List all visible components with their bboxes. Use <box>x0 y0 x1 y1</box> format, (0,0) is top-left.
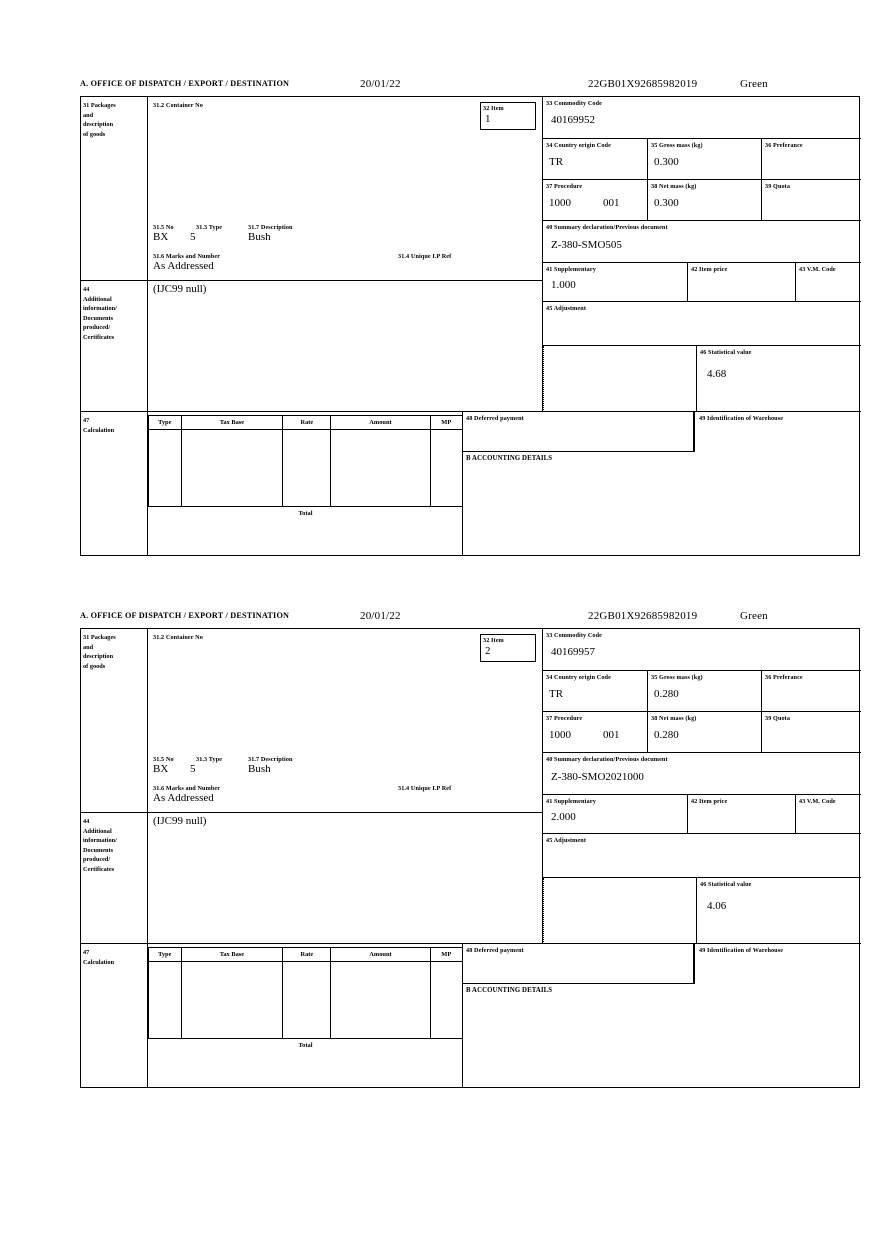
route-lane-2: Green <box>740 610 768 622</box>
box-44-label-line4: Documents <box>83 314 114 322</box>
box-31-6-label-2: 31.6 Marks and Number <box>153 785 221 792</box>
box-36-label: 36 Preferance <box>765 142 803 149</box>
gross-mass-value: 0.300 <box>654 156 679 168</box>
box-42-label-2: 42 Item price <box>691 798 728 805</box>
supplementary-value: 1.000 <box>551 279 576 291</box>
box-39-label-2: 39 Quota <box>765 715 791 722</box>
box-44-label-cell <box>81 281 148 412</box>
calculation-table-2 <box>148 947 463 1052</box>
box-47-label-cell <box>81 412 148 556</box>
box-44-label-line5-2: produced/ <box>83 856 111 863</box>
box-37-procedure <box>543 180 648 221</box>
box-46-statistical-value-2 <box>696 878 861 944</box>
box-47-label-cell-2 <box>81 944 148 1088</box>
box-31-4-label-2: 31.4 Unique I.P Ref <box>398 785 452 792</box>
box-37-procedure-2 <box>543 712 648 753</box>
commodity-code-value: 40169952 <box>551 114 595 126</box>
box-32-label: 32 Item <box>483 105 504 112</box>
procedure-value-2: 001 <box>603 197 620 209</box>
box-31-3-label-2: 31.3 Type <box>196 756 223 763</box>
box-41-supplementary-2 <box>543 795 688 834</box>
box-46-blank-region-2 <box>543 878 696 944</box>
box-34-label: 34 Country origin Code <box>546 142 611 149</box>
calc-col-taxbase: Tax Base <box>181 416 283 430</box>
box-31-label-line3-2: description <box>83 653 114 660</box>
calculation-row-2 <box>149 962 463 1039</box>
box-46-label-2: 46 Statistical value <box>700 881 752 888</box>
additional-information-value-2: (IJC99 null) <box>153 815 207 827</box>
dotted-divider <box>543 346 544 412</box>
box-31-label-line4: of goods <box>83 130 106 138</box>
movement-reference-number-2: 22GB01X92685982019 <box>588 610 698 622</box>
previous-document-value-2: Z-380-SMO2021000 <box>551 771 644 783</box>
box-48-label-2: 48 Deferred payment <box>466 947 524 954</box>
box-32-item-cell-2 <box>480 634 536 662</box>
calc-col-type-2: Type <box>149 948 182 962</box>
calculation-header-row-2 <box>149 948 463 962</box>
calculation-total-row <box>149 507 463 521</box>
box-44-additional-information-2 <box>148 813 543 944</box>
box-33-commodity-code <box>543 97 861 139</box>
box-48-deferred-payment <box>462 412 694 452</box>
box-38-net-mass-2 <box>648 712 762 753</box>
previous-document-value: Z-380-SMO505 <box>551 239 622 251</box>
box-31-6-label: 31.6 Marks and Number <box>153 253 221 260</box>
gross-mass-value-2: 0.280 <box>654 688 679 700</box>
procedure-value-1: 1000 <box>549 197 571 209</box>
box-40-label: 40 Summary declaration/Previous document <box>546 224 668 231</box>
declaration-date-2: 20/01/22 <box>360 610 401 622</box>
box-31-3-label: 31.3 Type <box>196 224 223 231</box>
box-44-label-line1-2: 44 <box>83 818 90 825</box>
box-49-label-2: 49 Identification of Warehouse <box>699 947 784 954</box>
box-34-country-origin <box>543 139 648 180</box>
country-origin-value: TR <box>549 156 564 168</box>
box-43-vm-code-2 <box>796 795 861 834</box>
box-43-label: 43 V.M. Code <box>799 266 836 273</box>
route-lane: Green <box>740 78 768 90</box>
box-38-label: 38 Net mass (kg) <box>651 183 697 190</box>
box-47-label-line2-2: Calculation <box>83 958 115 966</box>
box-49-warehouse <box>694 412 861 452</box>
calc-cell-rate-2 <box>283 962 331 1039</box>
calc-cell-type <box>149 430 182 507</box>
box-44-label-line3: information/ <box>83 305 117 312</box>
box-44-label-line2: Additional <box>83 295 112 303</box>
calculation-row <box>149 430 463 507</box>
marks-and-number-value-2: As Addressed <box>153 792 214 804</box>
box-44-additional-information <box>148 281 543 412</box>
box-31-label-line2: and <box>83 111 94 119</box>
box-34-label-2: 34 Country origin Code <box>546 674 611 681</box>
sad-form-2 <box>80 628 860 1088</box>
box-31-2-label-2: 31.2 Container No <box>153 634 203 641</box>
box-47-label-line2: Calculation <box>83 426 115 434</box>
box-44-label-line2-2: Additional <box>83 827 112 835</box>
box-36-preference <box>762 139 861 180</box>
office-of-dispatch-label-2: A. OFFICE OF DISPATCH / EXPORT / DESTINATION <box>80 611 290 620</box>
box-49-warehouse-2 <box>694 944 861 984</box>
box-45-label-2: 45 Adjustment <box>546 837 586 844</box>
box-36-preference-2 <box>762 671 861 712</box>
box-31-label-line1-2: 31 Packages <box>83 634 116 641</box>
box-45-adjustment <box>543 302 861 346</box>
box-42-item-price-2 <box>688 795 796 834</box>
calc-col-mp-2: MP <box>430 948 463 962</box>
calculation-table <box>148 415 463 520</box>
statistical-value: 4.68 <box>707 368 727 380</box>
procedure-value-2-2: 001 <box>603 729 620 741</box>
box-49-label: 49 Identification of Warehouse <box>699 415 784 422</box>
calculation-total-row-2 <box>149 1039 463 1053</box>
net-mass-value-2: 0.280 <box>654 729 679 741</box>
supplementary-value-2: 2.000 <box>551 811 576 823</box>
box-35-label: 35 Gross mass (kg) <box>651 142 703 149</box>
box-44-label-line1: 44 <box>83 286 90 293</box>
box-31-label-line1: 31 Packages <box>83 102 116 109</box>
box-47-label-line1-2: 47 <box>83 949 90 956</box>
box-39-label: 39 Quota <box>765 183 791 190</box>
box-37-label: 37 Procedure <box>546 183 583 190</box>
box-46-blank-region <box>543 346 696 412</box>
calc-cell-taxbase-2 <box>181 962 283 1039</box>
box-37-label-2: 37 Procedure <box>546 715 583 722</box>
declaration-sheet-2 <box>80 610 862 1088</box>
box-31-5-label: 31.5 No <box>153 224 174 231</box>
movement-reference-number: 22GB01X92685982019 <box>588 78 698 90</box>
box-32-item-cell <box>480 102 536 130</box>
box-42-label: 42 Item price <box>691 266 728 273</box>
box-45-adjustment-2 <box>543 834 861 878</box>
calc-cell-rate <box>283 430 331 507</box>
calc-cell-amount <box>331 430 430 507</box>
box-b-accounting-details-2 <box>462 984 861 1088</box>
calculation-header-row <box>149 416 463 430</box>
box-b-label-2: B ACCOUNTING DETAILS <box>466 987 553 994</box>
office-of-dispatch-label: A. OFFICE OF DISPATCH / EXPORT / DESTINATION <box>80 79 290 88</box>
box-32-label-2: 32 Item <box>483 637 504 644</box>
box-40-previous-document-2 <box>543 753 861 795</box>
goods-description-value: Bush <box>248 231 271 243</box>
declaration-sheet-1 <box>80 78 862 556</box>
calc-col-amount-2: Amount <box>331 948 430 962</box>
sad-form-1 <box>80 96 860 556</box>
box-35-gross-mass <box>648 139 762 180</box>
calc-cell-amount-2 <box>331 962 430 1039</box>
calc-cell-mp-2 <box>430 962 463 1039</box>
calc-col-taxbase-2: Tax Base <box>181 948 283 962</box>
packages-type-value: 5 <box>190 231 196 243</box>
country-origin-value-2: TR <box>549 688 564 700</box>
calc-total-label: Total <box>149 507 463 521</box>
sheet-1-header <box>80 78 862 96</box>
box-31-2-label: 31.2 Container No <box>153 102 203 109</box>
procedure-value-1-2: 1000 <box>549 729 571 741</box>
packages-no-value-2: BX <box>153 763 169 775</box>
box-34-country-origin-2 <box>543 671 648 712</box>
box-43-label-2: 43 V.M. Code <box>799 798 836 805</box>
statistical-value-2: 4.06 <box>707 900 727 912</box>
box-46-label: 46 Statistical value <box>700 349 752 356</box>
calc-cell-taxbase <box>181 430 283 507</box>
box-44-label-line6-2: Certificates <box>83 865 115 873</box>
box-41-supplementary <box>543 263 688 302</box>
box-40-previous-document <box>543 221 861 263</box>
box-43-vm-code <box>796 263 861 302</box>
box-42-item-price <box>688 263 796 302</box>
box-36-label-2: 36 Preferance <box>765 674 803 681</box>
box-48-label: 48 Deferred payment <box>466 415 524 422</box>
declaration-date: 20/01/22 <box>360 78 401 90</box>
box-44-label-cell-2 <box>81 813 148 944</box>
calc-col-rate-2: Rate <box>283 948 331 962</box>
calc-cell-mp <box>430 430 463 507</box>
marks-and-number-value: As Addressed <box>153 260 214 272</box>
box-31-label-line2-2: and <box>83 643 94 651</box>
box-31-label-line3: description <box>83 121 114 128</box>
item-number-value-2: 2 <box>485 645 491 657</box>
box-33-commodity-code-2 <box>543 629 861 671</box>
box-b-label: B ACCOUNTING DETAILS <box>466 455 553 462</box>
additional-information-value: (IJC99 null) <box>153 283 207 295</box>
box-45-label: 45 Adjustment <box>546 305 586 312</box>
calc-col-rate: Rate <box>283 416 331 430</box>
box-35-gross-mass-2 <box>648 671 762 712</box>
box-44-label-line5: produced/ <box>83 324 111 331</box>
box-44-label-line3-2: information/ <box>83 837 117 844</box>
box-39-quota-2 <box>762 712 861 753</box>
box-31-label-line4-2: of goods <box>83 662 106 670</box>
packages-type-value-2: 5 <box>190 763 196 775</box>
box-31-5-label-2: 31.5 No <box>153 756 174 763</box>
box-38-label-2: 38 Net mass (kg) <box>651 715 697 722</box>
box-33-label-2: 33 Commodity Code <box>546 632 603 639</box>
container-no-value <box>188 107 194 111</box>
packages-no-value: BX <box>153 231 169 243</box>
box-38-net-mass <box>648 180 762 221</box>
calc-col-mp: MP <box>430 416 463 430</box>
box-31-7-label-2: 31.7 Description <box>248 756 293 763</box>
calc-col-amount: Amount <box>331 416 430 430</box>
box-31-7-label: 31.7 Description <box>248 224 293 231</box>
box-44-label-line4-2: Documents <box>83 846 114 854</box>
item-number-value: 1 <box>485 113 491 125</box>
sheet-2-header <box>80 610 862 628</box>
goods-description-value-2: Bush <box>248 763 271 775</box>
box-31-label-cell-2 <box>81 629 148 813</box>
calc-col-type: Type <box>149 416 182 430</box>
container-no-value-2 <box>188 639 194 643</box>
box-33-label: 33 Commodity Code <box>546 100 603 107</box>
box-44-label-line6: Certificates <box>83 333 115 341</box>
box-47-label-line1: 47 <box>83 417 90 424</box>
box-b-accounting-details <box>462 452 861 556</box>
net-mass-value: 0.300 <box>654 197 679 209</box>
commodity-code-value-2: 40169957 <box>551 646 595 658</box>
box-39-quota <box>762 180 861 221</box>
box-40-label-2: 40 Summary declaration/Previous document <box>546 756 668 763</box>
dotted-divider-2 <box>543 878 544 944</box>
box-46-statistical-value <box>696 346 861 412</box>
box-41-label-2: 41 Supplementary <box>546 798 596 805</box>
box-35-label-2: 35 Gross mass (kg) <box>651 674 703 681</box>
calc-cell-type-2 <box>149 962 182 1039</box>
box-31-4-label: 31.4 Unique I.P Ref <box>398 253 452 260</box>
box-31-label-cell <box>81 97 148 281</box>
calc-total-label-2: Total <box>149 1039 463 1053</box>
box-48-deferred-payment-2 <box>462 944 694 984</box>
box-41-label: 41 Supplementary <box>546 266 596 273</box>
